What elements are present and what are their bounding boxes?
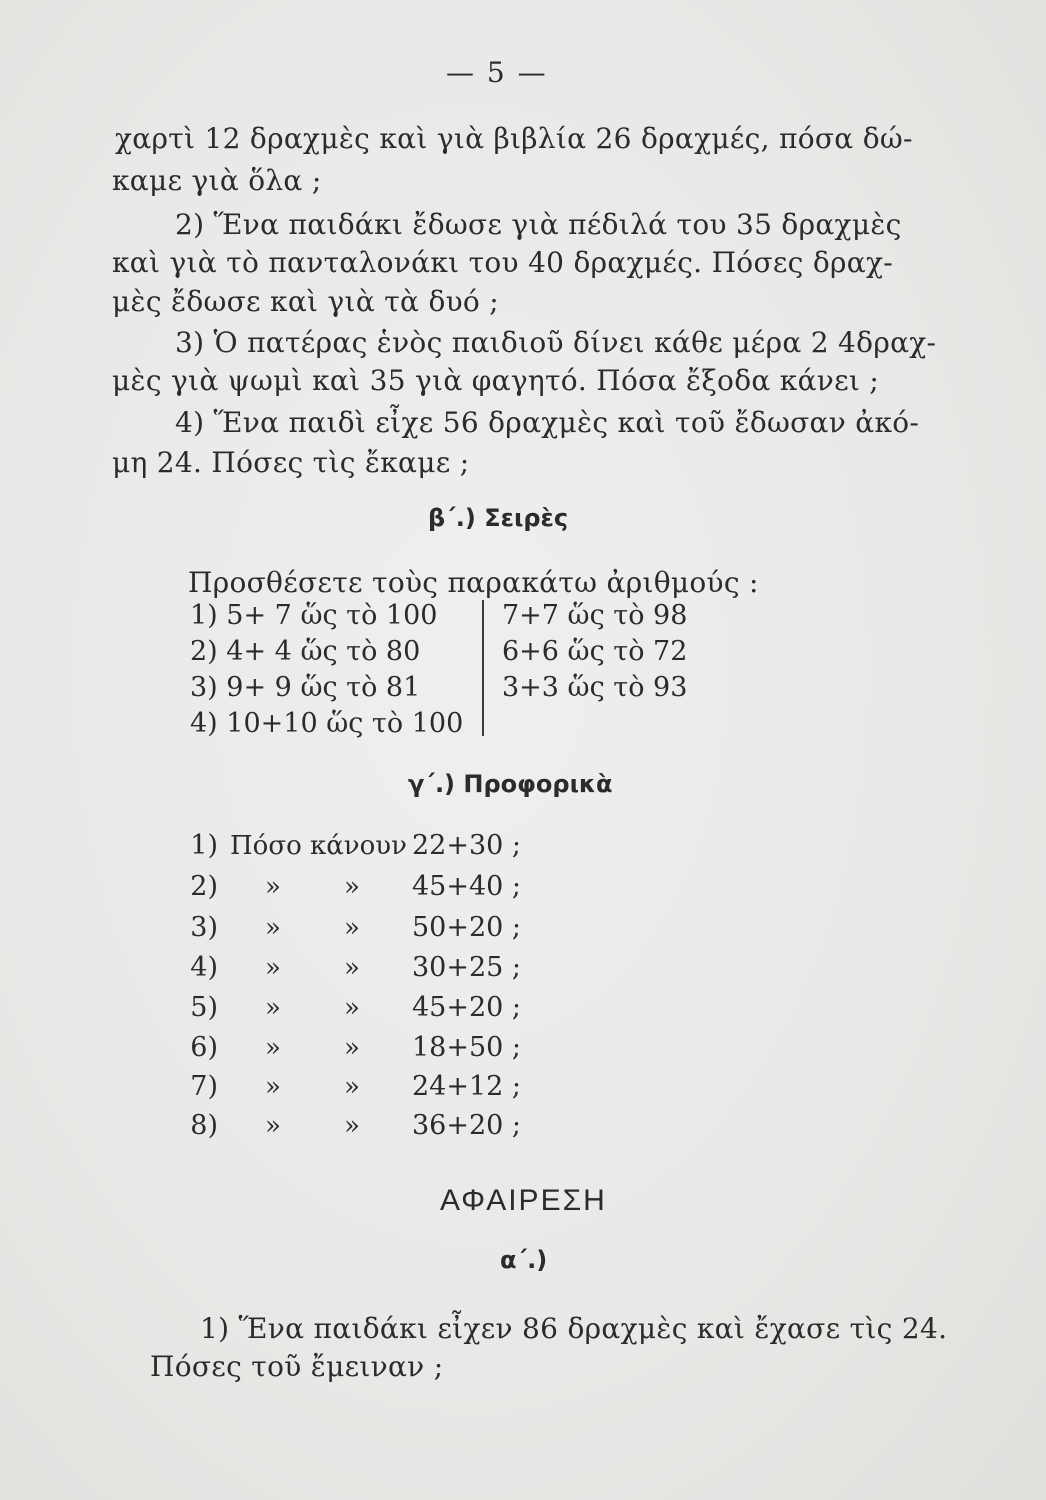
ditto-mark: » — [344, 872, 360, 902]
oral-row-number: 1) — [190, 830, 218, 861]
oral-row-expression: 22+30 ; — [412, 830, 522, 861]
oral-row-number: 3) — [190, 912, 218, 943]
ditto-mark: » — [344, 993, 360, 1023]
oral-row-expression: 36+20 ; — [412, 1110, 522, 1141]
oral-row-expression: 30+25 ; — [412, 952, 522, 983]
text-line: καμε γιὰ ὅλα ; — [112, 164, 322, 197]
ditto-mark: » — [265, 993, 281, 1023]
ditto-mark: » — [344, 913, 360, 943]
series-left-row: 2) 4+ 4 ὥς τὸ 80 — [190, 636, 421, 667]
text-line: χαρτὶ 12 δραχμὲς καὶ γιὰ βιβλία 26 δραχμές, πόσα δώ- — [115, 122, 913, 155]
ditto-mark: » — [265, 1072, 281, 1102]
series-left-row: 3) 9+ 9 ὥς τὸ 81 — [190, 672, 421, 703]
oral-row-number: 6) — [190, 1032, 218, 1063]
section-instruction: Προσθέσετε τοὺς παρακάτω ἀριθμούς : — [188, 566, 759, 599]
oral-row-expression: 18+50 ; — [412, 1032, 522, 1063]
oral-row-expression: 45+20 ; — [412, 992, 522, 1023]
page-number: — 5 — — [446, 56, 548, 89]
chapter-title: ΑΦΑΙΡΕΣΗ — [440, 1184, 607, 1217]
oral-row-number: 5) — [190, 992, 218, 1023]
text-line: 4) Ἕνα παιδὶ εἶχε 56 δραχμὲς καὶ τοῦ ἔδωσαν ἀκό- — [175, 406, 920, 439]
ditto-mark: » — [344, 1072, 360, 1102]
ditto-mark: » — [265, 953, 281, 983]
oral-row-expression: 24+12 ; — [412, 1071, 522, 1102]
series-right-row: 6+6 ὥς τὸ 72 — [502, 636, 688, 667]
ditto-mark: » — [265, 913, 281, 943]
text-line: καὶ γιὰ τὸ πανταλονάκι του 40 δραχμές. Πόσες δραχ- — [112, 246, 894, 279]
ditto-mark: » — [265, 872, 281, 902]
ditto-mark: » — [344, 1111, 360, 1141]
ditto-mark: » — [344, 1033, 360, 1063]
section-heading-oral: γ΄.) Προφορικὰ — [408, 770, 613, 798]
series-right-row: 7+7 ὥς τὸ 98 — [502, 600, 688, 631]
text-line: μὲς ἔδωσε καὶ γιὰ τὰ δυό ; — [112, 285, 500, 318]
text-line: 3) Ὁ πατέρας ἑνὸς παιδιοῦ δίνει κάθε μέρα 2 4δραχ- — [175, 326, 937, 359]
oral-row-expression: 50+20 ; — [412, 912, 522, 943]
ditto-mark: » — [265, 1111, 281, 1141]
oral-row-number: 7) — [190, 1071, 218, 1102]
text-line: μη 24. Πόσες τὶς ἔκαμε ; — [112, 446, 470, 479]
oral-row-number: 4) — [190, 952, 218, 983]
text-line: Πόσες τοῦ ἔμειναν ; — [150, 1350, 444, 1383]
text-line: μὲς γιὰ ψωμὶ καὶ 35 γιὰ φαγητό. Πόσα ἔξοδα κάνει ; — [112, 364, 880, 397]
oral-row-number: 2) — [190, 871, 218, 902]
ditto-mark: » — [344, 953, 360, 983]
series-left-row: 1) 5+ 7 ὥς τὸ 100 — [190, 600, 438, 631]
column-divider — [482, 600, 484, 736]
section-heading-series: β΄.) Σειρὲς — [428, 504, 569, 532]
ditto-mark: » — [265, 1033, 281, 1063]
oral-row-number: 8) — [190, 1110, 218, 1141]
series-left-row: 4) 10+10 ὥς τὸ 100 — [190, 708, 464, 739]
text-line: 1) Ἕνα παιδάκι εἶχεν 86 δραχμὲς καὶ ἔχασε τὶς 24. — [200, 1312, 948, 1345]
oral-row-expression: 45+40 ; — [412, 871, 522, 902]
subsection-heading: α΄.) — [500, 1246, 548, 1274]
text-line: 2) Ἕνα παιδάκι ἔδωσε γιὰ πέδιλά του 35 δραχμὲς — [175, 208, 902, 241]
series-right-row: 3+3 ὥς τὸ 93 — [502, 672, 688, 703]
oral-row-question: Πόσο κάνουν — [230, 831, 407, 861]
